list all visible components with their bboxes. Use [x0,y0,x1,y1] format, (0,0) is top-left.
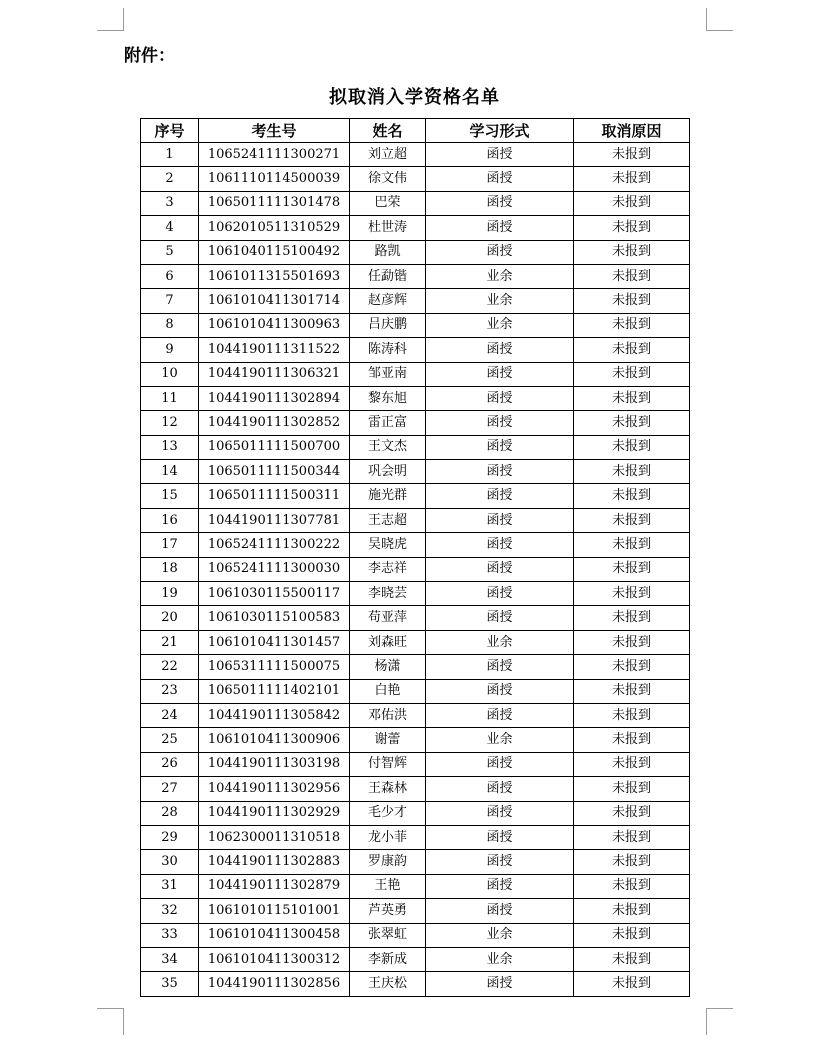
cell-study-mode: 函授 [426,874,574,898]
cell-seq: 2 [141,167,199,191]
cell-name: 徐文伟 [350,167,426,191]
cell-seq: 18 [141,557,199,581]
cell-reason: 未报到 [574,191,690,215]
cell-study-mode: 函授 [426,801,574,825]
cell-exam-id: 1065241111300222 [199,533,350,557]
cell-study-mode: 函授 [426,972,574,996]
cell-reason: 未报到 [574,972,690,996]
cell-study-mode: 业余 [426,264,574,288]
header-study-mode: 学习形式 [426,119,574,143]
table-row [141,143,690,167]
cell-reason: 未报到 [574,679,690,703]
table-row [141,533,690,557]
cell-study-mode: 业余 [426,313,574,337]
table-row [141,167,690,191]
cell-name: 王森林 [350,777,426,801]
cell-seq: 26 [141,752,199,776]
cell-name: 杜世涛 [350,216,426,240]
cell-exam-id: 1061010411300312 [199,947,350,971]
cell-name: 黎东旭 [350,386,426,410]
header-exam-id: 考生号 [199,119,350,143]
cell-reason: 未报到 [574,557,690,581]
cell-exam-id: 1065011111402101 [199,679,350,703]
cell-reason: 未报到 [574,460,690,484]
cell-study-mode: 函授 [426,655,574,679]
cell-study-mode: 函授 [426,557,574,581]
cell-seq: 31 [141,874,199,898]
cell-reason: 未报到 [574,216,690,240]
cell-exam-id: 1044190111302879 [199,874,350,898]
cell-seq: 1 [141,143,199,167]
table-row [141,703,690,727]
cell-reason: 未报到 [574,850,690,874]
cell-name: 陈涛科 [350,338,426,362]
cell-reason: 未报到 [574,240,690,264]
cell-seq: 34 [141,947,199,971]
table-row [141,313,690,337]
cell-name: 任勐锴 [350,264,426,288]
cell-reason: 未报到 [574,630,690,654]
cell-study-mode: 函授 [426,216,574,240]
page-corner-mark-bottom-left [97,1008,124,1035]
header-name: 姓名 [350,119,426,143]
cell-exam-id: 1062300011310518 [199,825,350,849]
cell-exam-id: 1065011111301478 [199,191,350,215]
header-seq: 序号 [141,119,199,143]
cell-study-mode: 函授 [426,703,574,727]
cell-study-mode: 函授 [426,777,574,801]
page-corner-mark-top-left [97,8,124,31]
cell-seq: 13 [141,435,199,459]
table-row [141,216,690,240]
cell-seq: 15 [141,484,199,508]
cell-reason: 未报到 [574,338,690,362]
table-row [141,582,690,606]
cell-seq: 23 [141,679,199,703]
cell-exam-id: 1044190111306321 [199,362,350,386]
cell-seq: 12 [141,411,199,435]
cell-reason: 未报到 [574,752,690,776]
cell-name: 王艳 [350,874,426,898]
cell-exam-id: 1061040115100492 [199,240,350,264]
cell-seq: 9 [141,338,199,362]
cell-seq: 10 [141,362,199,386]
cell-reason: 未报到 [574,777,690,801]
cell-study-mode: 函授 [426,411,574,435]
table-row [141,191,690,215]
cell-exam-id: 1044190111303198 [199,752,350,776]
cell-name: 张翠虹 [350,923,426,947]
cell-exam-id: 1044190111302929 [199,801,350,825]
table-row [141,679,690,703]
cell-seq: 29 [141,825,199,849]
cell-seq: 27 [141,777,199,801]
attachment-label: 附件： [124,46,175,66]
table-row [141,240,690,264]
cell-study-mode: 业余 [426,923,574,947]
cell-study-mode: 函授 [426,484,574,508]
table-row [141,899,690,923]
cell-study-mode: 函授 [426,167,574,191]
cell-exam-id: 1044190111305842 [199,703,350,727]
cell-study-mode: 函授 [426,582,574,606]
cell-exam-id: 1044190111307781 [199,508,350,532]
cell-name: 李志祥 [350,557,426,581]
table-row [141,557,690,581]
table-row [141,386,690,410]
cell-name: 路凯 [350,240,426,264]
cell-seq: 16 [141,508,199,532]
cell-seq: 3 [141,191,199,215]
cell-name: 刘立超 [350,143,426,167]
cell-study-mode: 函授 [426,533,574,557]
cell-exam-id: 1061010411300458 [199,923,350,947]
cell-seq: 25 [141,728,199,752]
cell-reason: 未报到 [574,435,690,459]
table-row [141,362,690,386]
cell-name: 吴晓虎 [350,533,426,557]
cell-seq: 19 [141,582,199,606]
cell-exam-id: 1061030115500117 [199,582,350,606]
cell-exam-id: 1065241111300030 [199,557,350,581]
cell-seq: 24 [141,703,199,727]
cell-seq: 35 [141,972,199,996]
cell-exam-id: 1044190111302894 [199,386,350,410]
cell-seq: 8 [141,313,199,337]
cell-name: 邓佑洪 [350,703,426,727]
table-row [141,655,690,679]
cell-reason: 未报到 [574,508,690,532]
cell-reason: 未报到 [574,923,690,947]
table-row [141,630,690,654]
cell-seq: 32 [141,899,199,923]
cell-reason: 未报到 [574,411,690,435]
cell-exam-id: 1044190111302883 [199,850,350,874]
cell-study-mode: 业余 [426,728,574,752]
cell-exam-id: 1044190111302852 [199,411,350,435]
table-row [141,777,690,801]
table-row [141,752,690,776]
cell-exam-id: 1061010411301714 [199,289,350,313]
cell-name: 李晓芸 [350,582,426,606]
table-row [141,508,690,532]
cell-study-mode: 业余 [426,947,574,971]
table-row [141,264,690,288]
cell-seq: 7 [141,289,199,313]
cell-name: 龙小菲 [350,825,426,849]
cell-name: 毛少才 [350,801,426,825]
table-body [141,143,690,997]
table-row [141,606,690,630]
table-row [141,435,690,459]
cell-name: 施光群 [350,484,426,508]
cell-exam-id: 1065311111500075 [199,655,350,679]
cell-exam-id: 1061011315501693 [199,264,350,288]
cell-seq: 28 [141,801,199,825]
cell-reason: 未报到 [574,582,690,606]
cell-study-mode: 函授 [426,850,574,874]
cell-study-mode: 函授 [426,460,574,484]
cell-reason: 未报到 [574,825,690,849]
cell-reason: 未报到 [574,947,690,971]
cell-study-mode: 函授 [426,143,574,167]
table-row [141,947,690,971]
document-title: 拟取消入学资格名单 [329,87,500,108]
cell-exam-id: 1065011111500344 [199,460,350,484]
cell-exam-id: 1044190111302856 [199,972,350,996]
table-row [141,338,690,362]
cell-reason: 未报到 [574,874,690,898]
cell-name: 吕庆鹏 [350,313,426,337]
table-row [141,289,690,313]
cell-name: 芦英勇 [350,899,426,923]
cell-name: 苟亚萍 [350,606,426,630]
cell-exam-id: 1061110114500039 [199,167,350,191]
table-row [141,923,690,947]
cell-name: 谢蕾 [350,728,426,752]
cell-exam-id: 1065011111500700 [199,435,350,459]
cell-seq: 6 [141,264,199,288]
page-corner-mark-bottom-right [706,1008,733,1035]
cell-exam-id: 1061010115101001 [199,899,350,923]
table-row [141,850,690,874]
cell-name: 王文杰 [350,435,426,459]
table-row [141,874,690,898]
cell-study-mode: 函授 [426,386,574,410]
table-row [141,801,690,825]
cell-name: 罗康韵 [350,850,426,874]
cell-reason: 未报到 [574,801,690,825]
cell-study-mode: 函授 [426,606,574,630]
cell-name: 雷正富 [350,411,426,435]
cell-study-mode: 业余 [426,630,574,654]
cell-exam-id: 1061010411300963 [199,313,350,337]
cell-reason: 未报到 [574,362,690,386]
cell-name: 赵彦辉 [350,289,426,313]
cell-name: 王志超 [350,508,426,532]
cell-study-mode: 函授 [426,240,574,264]
cell-reason: 未报到 [574,264,690,288]
header-reason: 取消原因 [574,119,690,143]
cell-seq: 33 [141,923,199,947]
cell-seq: 5 [141,240,199,264]
table-header-row [141,119,690,143]
cell-exam-id: 1065011111500311 [199,484,350,508]
cell-name: 付智辉 [350,752,426,776]
cell-seq: 22 [141,655,199,679]
cell-study-mode: 函授 [426,338,574,362]
cell-exam-id: 1044190111311522 [199,338,350,362]
cell-reason: 未报到 [574,143,690,167]
cell-exam-id: 1061010411301457 [199,630,350,654]
cell-reason: 未报到 [574,606,690,630]
cell-reason: 未报到 [574,167,690,191]
cell-study-mode: 函授 [426,362,574,386]
table-row [141,972,690,996]
cell-exam-id: 1062010511310529 [199,216,350,240]
table-row [141,411,690,435]
cell-seq: 11 [141,386,199,410]
cell-seq: 17 [141,533,199,557]
cell-name: 巴荣 [350,191,426,215]
cell-exam-id: 1065241111300271 [199,143,350,167]
cell-name: 王庆松 [350,972,426,996]
cell-study-mode: 函授 [426,435,574,459]
cell-name: 巩会明 [350,460,426,484]
cell-reason: 未报到 [574,728,690,752]
cell-exam-id: 1061030115100583 [199,606,350,630]
cell-name: 邹亚南 [350,362,426,386]
cell-exam-id: 1061010411300906 [199,728,350,752]
cell-reason: 未报到 [574,655,690,679]
cell-seq: 4 [141,216,199,240]
cell-reason: 未报到 [574,703,690,727]
cancellation-table [140,118,690,997]
cell-reason: 未报到 [574,289,690,313]
table-row [141,484,690,508]
cell-seq: 20 [141,606,199,630]
cell-study-mode: 函授 [426,825,574,849]
cell-seq: 14 [141,460,199,484]
table-row [141,460,690,484]
cell-name: 刘森旺 [350,630,426,654]
cell-study-mode: 函授 [426,752,574,776]
cell-reason: 未报到 [574,899,690,923]
table-row [141,825,690,849]
cell-study-mode: 业余 [426,289,574,313]
cell-reason: 未报到 [574,484,690,508]
cell-name: 李新成 [350,947,426,971]
cell-reason: 未报到 [574,313,690,337]
cell-reason: 未报到 [574,386,690,410]
page-corner-mark-top-right [706,8,733,31]
cell-study-mode: 函授 [426,899,574,923]
cell-name: 杨潇 [350,655,426,679]
table-row [141,728,690,752]
cell-seq: 21 [141,630,199,654]
cell-study-mode: 函授 [426,679,574,703]
cell-study-mode: 函授 [426,191,574,215]
cell-reason: 未报到 [574,533,690,557]
cell-name: 白艳 [350,679,426,703]
cell-seq: 30 [141,850,199,874]
cell-study-mode: 函授 [426,508,574,532]
cell-exam-id: 1044190111302956 [199,777,350,801]
